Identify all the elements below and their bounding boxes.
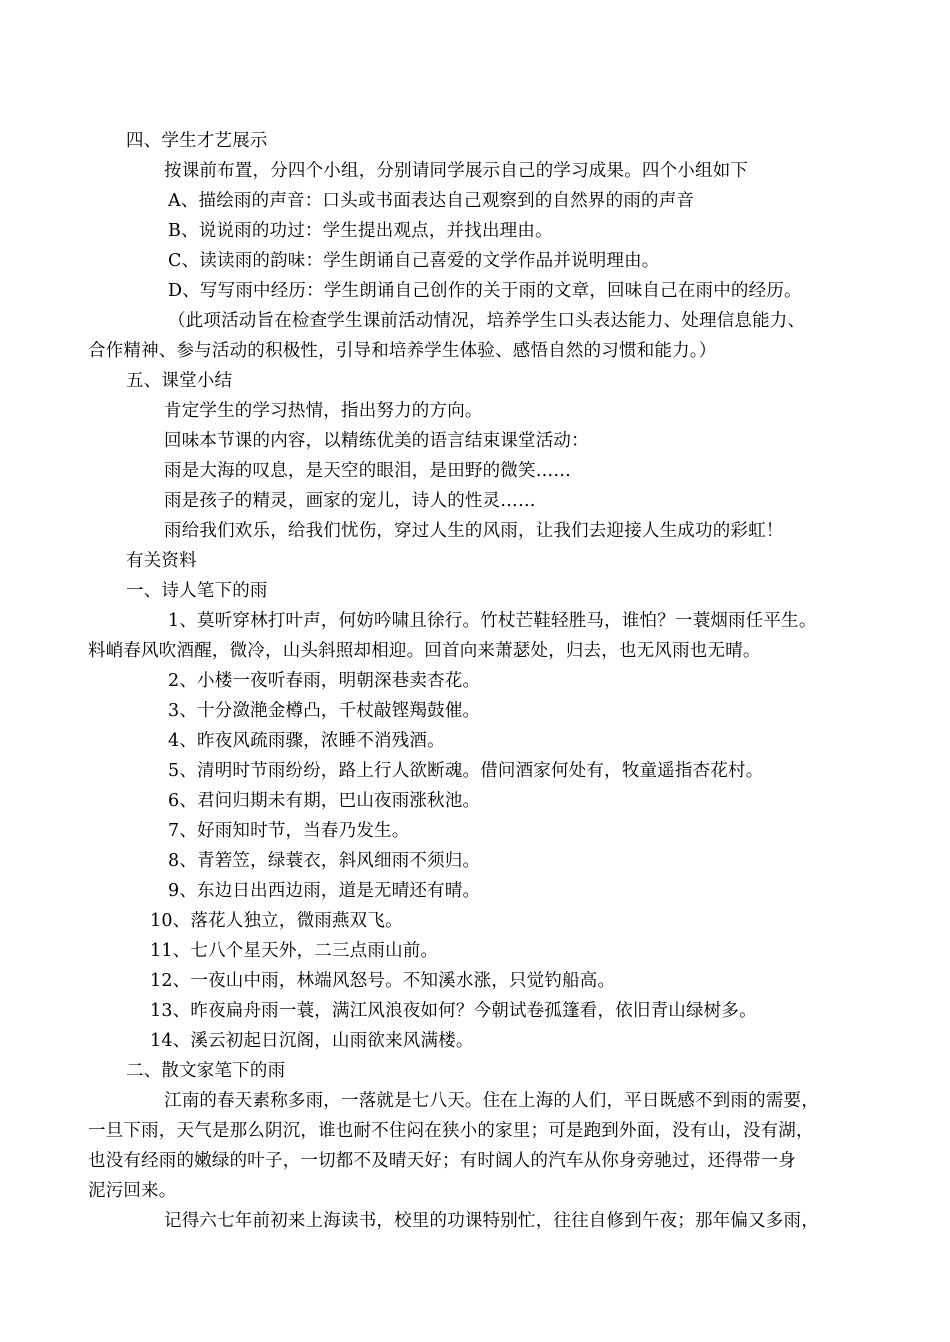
poem-item: 14、溪云初起日沉阁，山雨欲来风满楼。 <box>150 1031 474 1051</box>
poem-item: 2、小楼一夜听春雨，明朝深巷卖杏花。 <box>168 671 481 691</box>
text-line: 雨是大海的叹息，是天空的眼泪，是田野的微笑…… <box>164 461 572 481</box>
note-line: 合作精神、参与活动的积极性，引导和培养学生体验、感悟自然的习惯和能力。） <box>88 341 717 361</box>
text-line: 雨给我们欢乐，给我们忧伤，穿过人生的风雨，让我们去迎接人生成功的彩虹！ <box>164 521 784 541</box>
list-item-c: C、读读雨的韵味：学生朗诵自己喜爱的文学作品并说明理由。 <box>168 251 660 271</box>
heading-section-5: 五、课堂小结 <box>126 371 233 391</box>
poem-item: 12、一夜山中雨，林端风怒号。不知溪水涨，只觉钓船高。 <box>150 971 616 991</box>
text-line: 按课前布置，分四个小组，分别请同学展示自己的学习成果。四个小组如下 <box>164 161 749 181</box>
text-line: 回味本节课的内容，以精练优美的语言结束课堂活动： <box>164 431 589 451</box>
heading-essayists: 二、散文家笔下的雨 <box>126 1061 286 1081</box>
prose-line: 一旦下雨，天气是那么阴沉，谁也耐不住闷在狭小的家里；可是跑到外面，没有山，没有湖， <box>88 1121 814 1141</box>
poem-item: 8、青箬笠，绿蓑衣，斜风细雨不须归。 <box>168 851 481 871</box>
poem-item: 3、十分潋滟金樽凸，千杖敲铿羯鼓催。 <box>168 701 481 721</box>
heading-references: 有关资料 <box>126 551 197 571</box>
poem-item: 11、七八个星天外，二三点雨山前。 <box>150 941 439 961</box>
heading-poets: 一、诗人笔下的雨 <box>126 581 268 601</box>
prose-line: 江南的春天素称多雨，一落就是七八天。住在上海的人们，平日既感不到雨的需要， <box>164 1091 819 1111</box>
poem-item: 6、君问归期未有期，巴山夜雨涨秋池。 <box>168 791 481 811</box>
note-line: （此项活动旨在检查学生课前活动情况，培养学生口头表达能力、处理信息能力、 <box>168 311 806 331</box>
heading-section-4: 四、学生才艺展示 <box>126 131 268 151</box>
list-item-d: D、写写雨中经历：学生朗诵自己创作的关于雨的文章，回味自己在雨中的经历。 <box>168 281 802 301</box>
list-item-b: B、说说雨的功过：学生提出观点，并找出理由。 <box>168 221 553 241</box>
poem-item: 10、落花人独立，微雨燕双飞。 <box>150 911 403 931</box>
prose-line: 记得六七年前初来上海读书，校里的功课特别忙，往往自修到午夜；那年偏又多雨， <box>164 1211 819 1231</box>
poem-item-continued: 料峭春风吹酒醒，微冷，山头斜照却相迎。回首向来萧瑟处，归去，也无风雨也无晴。 <box>88 641 761 661</box>
poem-item: 9、东边日出西边雨，道是无晴还有晴。 <box>168 881 481 901</box>
poem-item: 13、昨夜扁舟雨一蓑，满江风浪夜如何？今朝试卷孤篷看，依旧青山绿树多。 <box>150 1001 757 1021</box>
poem-item: 4、昨夜风疏雨骤，浓睡不消残酒。 <box>168 731 445 751</box>
prose-line: 泥污回来。 <box>88 1181 177 1201</box>
text-line: 肯定学生的学习热情，指出努力的方向。 <box>164 401 483 421</box>
poem-item: 7、好雨知时节，当春乃发生。 <box>168 821 410 841</box>
list-item-a: A、描绘雨的声音：口头或书面表达自己观察到的自然界的雨的声音 <box>168 191 695 211</box>
prose-line: 也没有经雨的嫩绿的叶子，一切都不及晴天好；有时阔人的汽车从你身旁驰过，还得带一身 <box>88 1151 796 1171</box>
poem-item: 5、清明时节雨纷纷，路上行人欲断魂。借问酒家何处有，牧童遥指杏花村。 <box>168 761 764 781</box>
poem-item: 1、莫听穿林打叶声，何妨吟啸且徐行。竹杖芒鞋轻胜马，谁怕？一蓑烟雨任平生。 <box>168 611 817 631</box>
text-line: 雨是孩子的精灵，画家的宠儿，诗人的性灵…… <box>164 491 536 511</box>
